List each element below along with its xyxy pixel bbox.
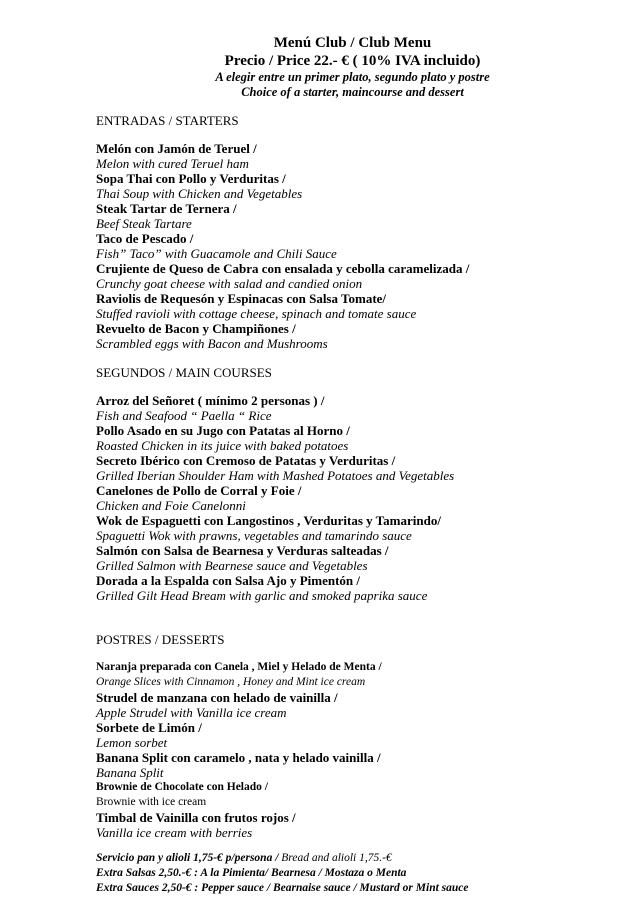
menu-item (96, 750, 616, 780)
section-main-courses (96, 365, 616, 603)
dish-name-en: Vanilla ice cream with berries (96, 825, 253, 840)
dish-name-es: Sopa Thai con Pollo y Verduritas / (96, 171, 286, 186)
dish-name-es: Salmón con Salsa de Bearnesa y Verduras salteadas / (96, 543, 389, 558)
menu-item (96, 543, 616, 573)
menu-item (96, 261, 616, 291)
dish-name-es: Secreto Ibérico con Cremoso de Patatas y Verduritas / (96, 453, 396, 468)
dish-name-en: Thai Soup with Chicken and Vegetables (96, 186, 303, 201)
dish-name-en: Crunchy goat cheese with salad and candied onion (96, 276, 363, 291)
menu-item (96, 720, 616, 750)
dish-name-en: Fish” Taco” with Guacamole and Chili Sauce (96, 246, 337, 261)
dish-name-en: Apple Strudel with Vanilla ice cream (96, 705, 287, 720)
bread-service-en: Bread and alioli 1,75.-€ (278, 852, 392, 864)
bread-service-line (96, 851, 469, 866)
dish-name-en: Grilled Gilt Head Bream with garlic and smoked paprika sauce (96, 588, 428, 603)
menu-item (96, 291, 616, 321)
dish-name-en: Roasted Chicken in its juice with baked potatoes (96, 438, 349, 453)
dish-name-es: Pollo Asado en su Jugo con Patatas al Horno / (96, 423, 350, 438)
dish-name-es: Brownie de Chocolate con Helado / (96, 781, 268, 793)
menu-item (96, 453, 616, 483)
dish-name-en: Stuffed ravioli with cottage cheese, spinach and tomate sauce (96, 306, 417, 321)
dish-name-es: Canelones de Pollo de Corral y Foie / (96, 483, 302, 498)
dish-name-es: Sorbete de Limón / (96, 720, 202, 735)
menu-item (96, 393, 616, 423)
menu-item (96, 321, 616, 351)
menu-item (96, 660, 616, 690)
dish-name-en: Scrambled eggs with Bacon and Mushrooms (96, 336, 328, 351)
menu-item (96, 690, 616, 720)
menu-item (96, 483, 616, 513)
menu-item (96, 810, 616, 840)
menu-item (96, 423, 616, 453)
menu-item (96, 201, 616, 231)
menu-item (96, 171, 616, 201)
section-desserts (96, 632, 616, 840)
dish-name-en: Lemon sorbet (96, 735, 168, 750)
dish-name-es: Banana Split con caramelo , nata y helado vainilla / (96, 750, 381, 765)
dish-name-es: Timbal de Vainilla con frutos rojos / (96, 810, 296, 825)
dish-name-en: Grilled Salmon with Bearnese sauce and Vegetables (96, 558, 368, 573)
dish-name-en: Melon with cured Teruel ham (96, 156, 249, 171)
dish-name-es: Naranja preparada con Canela , Miel y Helado de Menta / (96, 661, 382, 673)
dish-name-es: Melón con Jamón de Teruel / (96, 141, 257, 156)
section-starters (96, 113, 616, 351)
dish-name-es: Taco de Pescado / (96, 231, 194, 246)
menu-title: Menú Club / Club Menu (273, 35, 432, 51)
menu-item (96, 573, 616, 603)
menu-subtitle-en: Choice of a starter, maincourse and dessert (241, 85, 464, 99)
extra-sauces-en: Extra Sauces 2,50-€ : Pepper sauce / Bearnaise sauce / Mustard or Mint sauce (96, 882, 469, 894)
bread-service-es: Servicio pan y alioli 1,75-€ p/persona / (96, 852, 279, 864)
dish-name-es: Crujiente de Queso de Cabra con ensalada y cebolla caramelizada / (96, 261, 470, 276)
menu-item (96, 780, 616, 810)
dish-name-en: Fish and Seafood “ Paella “ Rice (96, 408, 272, 423)
section-heading: SEGUNDOS / MAIN COURSES (96, 365, 272, 380)
dish-name-es: Strudel de manzana con helado de vainilla / (96, 690, 338, 705)
dish-name-es: Revuelto de Bacon y Champiñones / (96, 321, 296, 336)
menu-subtitle-es: A elegir entre un primer plato, segundo plato y postre (215, 70, 490, 84)
extra-sauces-es: Extra Salsas 2,50.-€ : A la Pimienta/ Bearnesa / Mostaza o Menta (96, 867, 407, 879)
dish-name-en: Brownie with ice cream (96, 796, 207, 808)
dish-name-en: Orange Slices with Cinnamon , Honey and Mint ice cream (96, 676, 366, 688)
dish-name-en: Banana Split (96, 765, 164, 780)
section-heading: POSTRES / DESSERTS (96, 632, 225, 647)
dish-name-es: Dorada a la Espalda con Salsa Ajo y Pimentón / (96, 573, 361, 588)
dish-name-en: Chicken and Foie Canelonni (96, 498, 246, 513)
dish-name-en: Grilled Iberian Shoulder Ham with Mashed Potatoes and Vegetables (96, 468, 455, 483)
menu-item (96, 513, 616, 543)
dish-name-es: Steak Tartar de Ternera / (96, 201, 237, 216)
dish-name-es: Wok de Espaguetti con Langostinos , Verduritas y Tamarindo/ (96, 513, 441, 528)
section-heading: ENTRADAS / STARTERS (96, 113, 239, 128)
menu-price: Precio / Price 22.- € ( 10% IVA incluido) (224, 53, 481, 69)
dish-name-es: Arroz del Señoret ( mínimo 2 personas ) / (96, 393, 325, 408)
dish-name-en: Spaguetti Wok with prawns, vegetables and tamarindo sauce (96, 528, 412, 543)
menu-footer (96, 851, 469, 896)
dish-name-es: Raviolis de Requesón y Espinacas con Salsa Tomate/ (96, 291, 387, 306)
dish-name-en: Beef Steak Tartare (96, 216, 192, 231)
menu-item (96, 141, 616, 171)
menu-item (96, 231, 616, 261)
menu-header (200, 34, 505, 100)
